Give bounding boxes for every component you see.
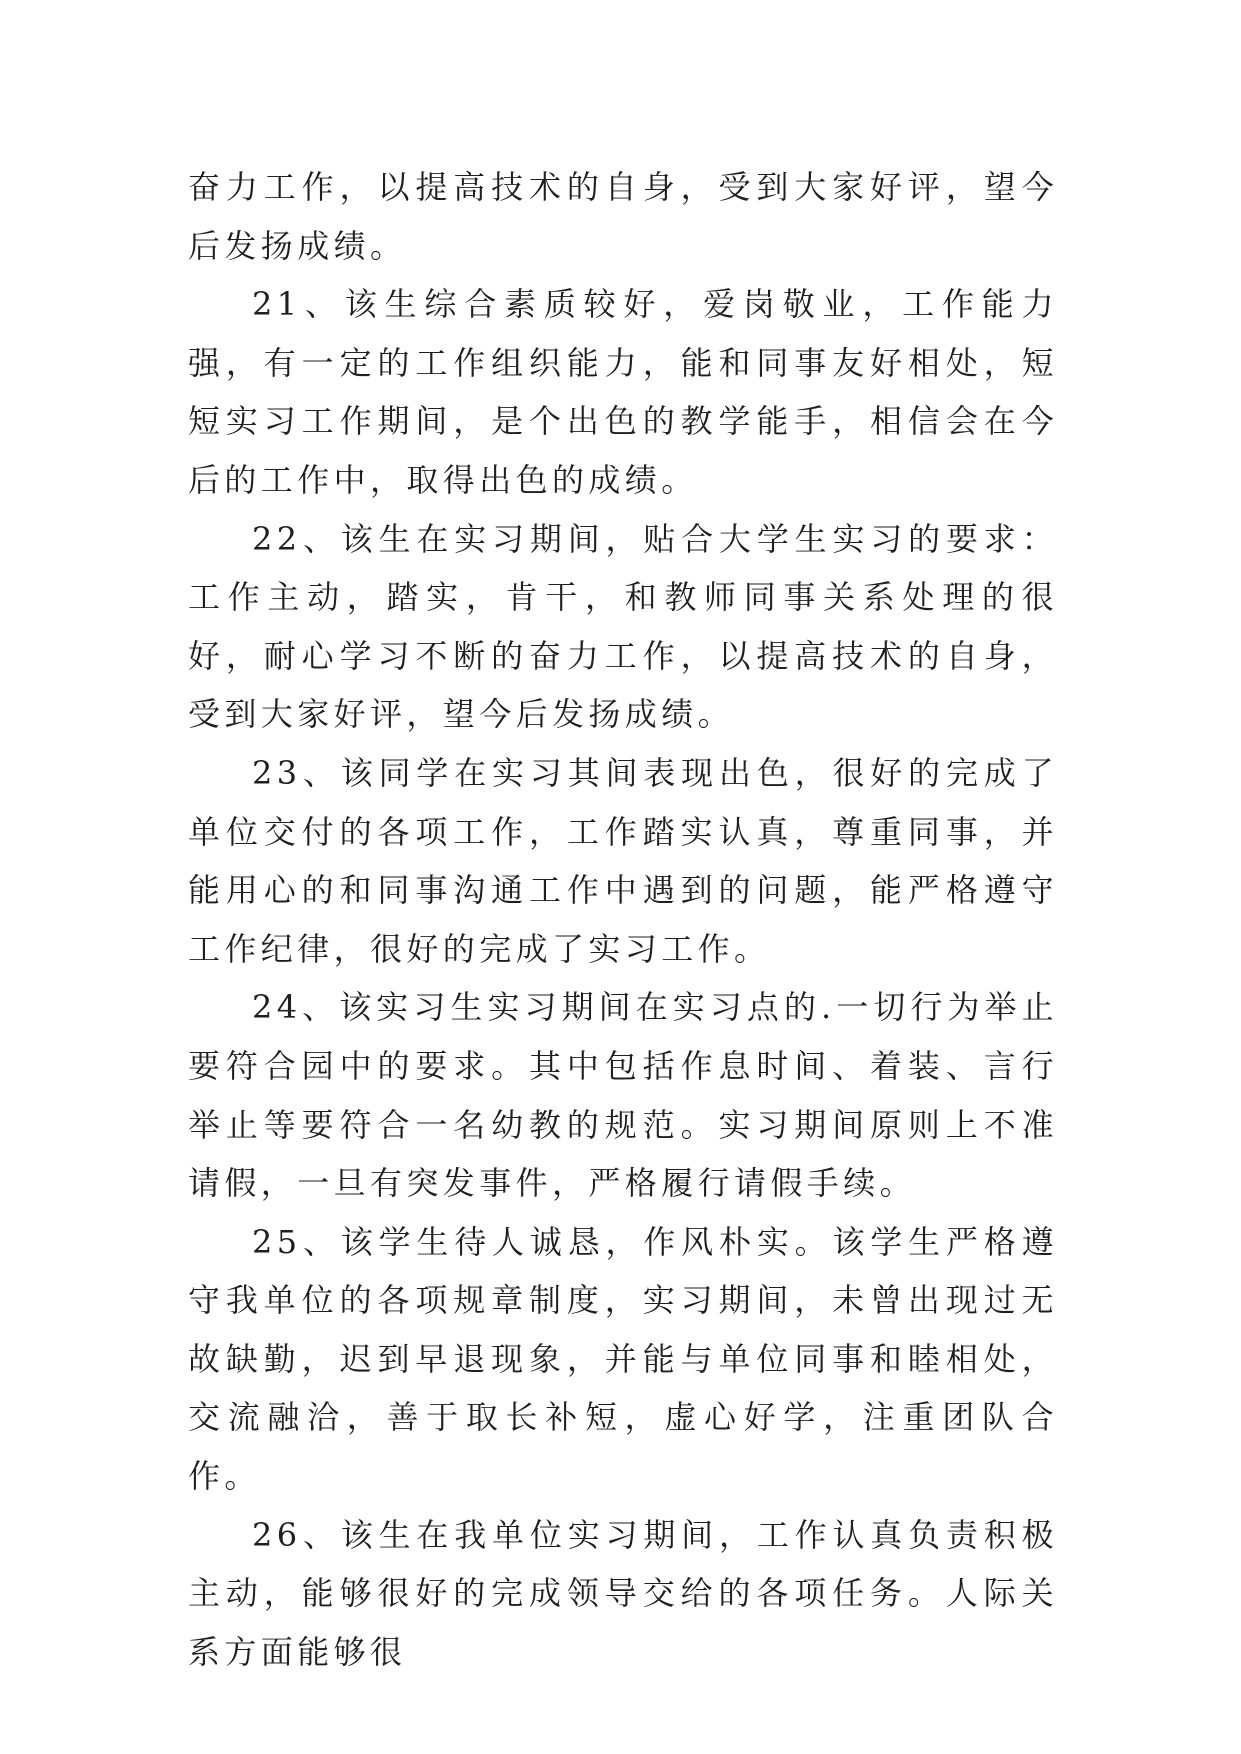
paragraph-item-22: 22、该生在实习期间，贴合大学生实习的要求：工作主动，踏实，肯干，和教师同事关系处理的很好，耐心学习不断的奋力工作，以提高技术的自身，受到大家好评，望今后发扬成绩。 bbox=[188, 519, 1058, 734]
paragraph-item-25: 25、该学生待人诚恳，作风朴实。该学生严格遵守我单位的各项规章制度，实习期间，未曾出现过无故缺勤，迟到早退现象，并能与单位同事和睦相处，交流融洽，善于取长补短，虚心好学，注重团队合作。 bbox=[188, 1222, 1058, 1496]
paragraph-item-21: 21、该生综合素质较好，爱岗敬业，工作能力强，有一定的工作组织能力，能和同事友好相处，短短实习工作期间，是个出色的教学能手，相信会在今后的工作中，取得出色的成绩。 bbox=[188, 285, 1058, 499]
paragraph-item-26: 26、该生在我单位实习期间，工作认真负责积极主动，能够很好的完成领导交给的各项任务。人际关系方面能够很 bbox=[188, 1515, 1058, 1671]
paragraph-continuation: 奋力工作，以提高技术的自身，受到大家好评，望今后发扬成绩。 bbox=[188, 168, 1058, 265]
paragraph-item-24: 24、该实习生实习期间在实习点的.一切行为举止要符合园中的要求。其中包括作息时间、着装、言行举止等要符合一名幼教的规范。实习期间原则上不准请假，一旦有突发事件，严格履行请假手续。 bbox=[188, 988, 1058, 1203]
document-body bbox=[188, 158, 1058, 1681]
paragraph-item-23: 23、该同学在实习其间表现出色，很好的完成了单位交付的各项工作，工作踏实认真，尊重同事，并能用心的和同事沟通工作中遇到的问题，能严格遵守工作纪律，很好的完成了实习工作。 bbox=[188, 753, 1058, 968]
